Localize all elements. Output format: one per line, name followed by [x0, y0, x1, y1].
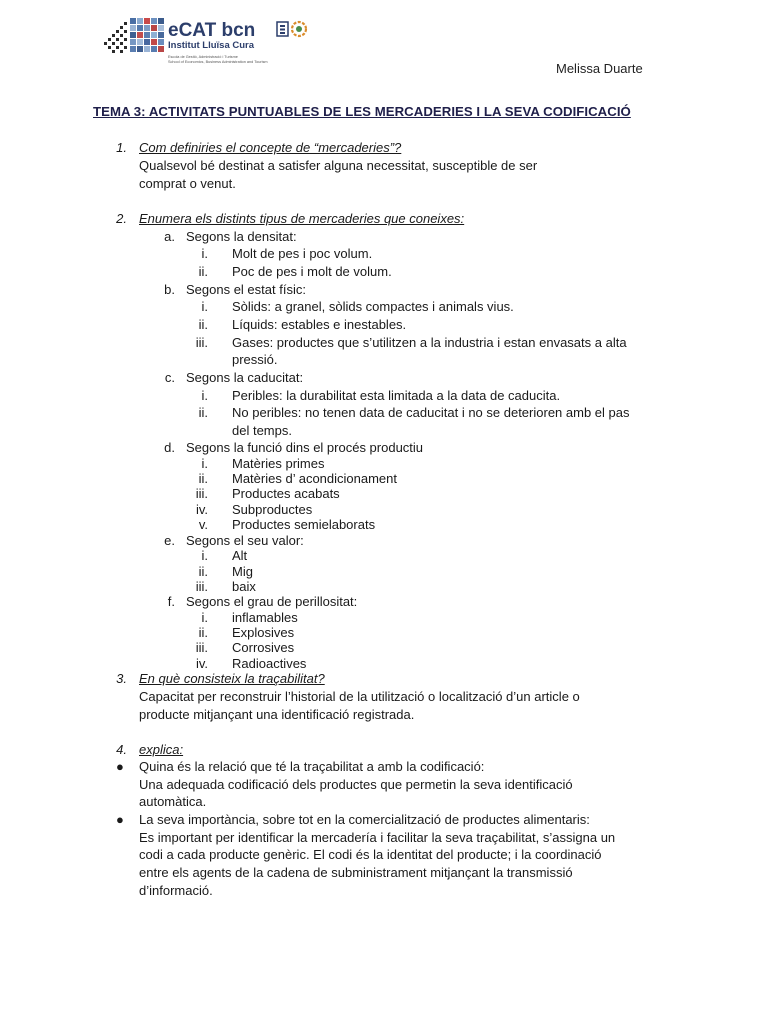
list-item: Explosives — [232, 625, 295, 640]
roman-numeral: ii. — [198, 564, 208, 579]
bullet-text: La seva importància, sobre tot en la comercialització de productes alimentaris: — [139, 812, 590, 827]
list-item: No peribles: no tenen data de caducitat i no se deterioren amb el pas — [232, 405, 630, 420]
roman-numeral: iii. — [195, 486, 208, 501]
logo-main-text: eCAT bcn — [168, 20, 256, 41]
question-2: Enumera els distints tipus de mercaderies que coneixes: — [139, 211, 465, 226]
roman-numeral: i. — [201, 610, 208, 625]
list-letter: d. — [164, 440, 175, 455]
roman-numeral: iv. — [195, 656, 208, 671]
roman-numeral: i. — [201, 388, 208, 403]
list-item: Molt de pes i poc volum. — [232, 246, 373, 261]
answer-1-line: Qualsevol bé destinat a satisfer alguna necessitat, susceptible de ser — [139, 158, 538, 173]
list-item: Matèries d’ acondicionament — [232, 471, 397, 486]
answer-3-line: Capacitat per reconstruir l’historial de la utilització o localització d’un article o — [139, 689, 580, 704]
question-number: 2. — [116, 211, 127, 226]
logo-fine-text-1: Escola de Gestió, Administració i Turisme — [168, 55, 238, 59]
answer-1-line: comprat o venut. — [139, 176, 236, 191]
bullet-text: codi a cada producte genèric. El codi és la identitat del producte; i la coordinació — [139, 847, 602, 862]
roman-numeral: i. — [201, 456, 208, 471]
list-item: Peribles: la durabilitat esta limitada a la data de caducita. — [232, 388, 561, 403]
roman-numeral: v. — [198, 517, 208, 532]
author-name: Melissa Duarte — [556, 61, 643, 76]
bullet-text: entre els agents de la cadena de subministrament mitjançant la transmissió — [139, 865, 573, 880]
list-item-continuation: pressió. — [232, 352, 278, 367]
roman-numeral: ii. — [198, 471, 208, 486]
list-item-continuation: del temps. — [232, 423, 292, 438]
bullet-icon: ● — [116, 759, 124, 774]
bullet-text: automàtica. — [139, 794, 207, 809]
roman-numeral: ii. — [198, 317, 208, 332]
list-item: Líquids: estables e inestables. — [232, 317, 407, 332]
question-number: 4. — [116, 742, 127, 757]
list-item: Sòlids: a granel, sòlids compactes i animals vius. — [232, 299, 514, 314]
roman-numeral: ii. — [198, 625, 208, 640]
roman-numeral: i. — [201, 548, 208, 563]
category-label: Segons la caducitat: — [186, 370, 304, 385]
list-item: Corrosives — [232, 640, 295, 655]
roman-numeral: ii. — [198, 264, 208, 279]
list-item: Productes semielaborats — [232, 517, 376, 532]
question-number: 1. — [116, 140, 127, 155]
category-label: Segons la funció dins el procés productiu — [186, 440, 424, 455]
roman-numeral: iii. — [195, 335, 208, 350]
document-title: TEMA 3: ACTIVITATS PUNTUABLES DE LES MERCADERIES I LA SEVA CODIFICACIÓ — [93, 104, 631, 119]
list-letter: f. — [167, 594, 175, 609]
bullet-text: d’informació. — [139, 883, 213, 898]
school-logo — [104, 14, 310, 72]
category-label: Segons el estat físic: — [186, 282, 306, 297]
list-item: Poc de pes i molt de volum. — [232, 264, 392, 279]
list-item: Productes acabats — [232, 486, 340, 501]
list-item: Matèries primes — [232, 456, 325, 471]
logo-sub-text: Institut Lluïsa Cura — [168, 40, 255, 51]
category-label: Segons la densitat: — [186, 229, 297, 244]
logo-fine-text-2: School of Economics, Business Administration and Tourism — [168, 60, 268, 64]
roman-numeral: ii. — [198, 405, 208, 420]
answer-3-line: producte mitjançant una identificació registrada. — [139, 707, 415, 722]
bullet-text: Es important per identificar la mercadería i facilitar la seva traçabilitat, s’assigna un — [139, 830, 616, 845]
list-letter: e. — [164, 533, 175, 548]
list-item: Subproductes — [232, 502, 313, 517]
list-letter: c. — [164, 370, 175, 385]
category-label: Segons el grau de perillositat: — [186, 594, 358, 609]
list-item: inflamables — [232, 610, 298, 625]
list-item: Alt — [232, 548, 248, 563]
list-letter: b. — [164, 282, 175, 297]
list-item: Radioactives — [232, 656, 307, 671]
bullet-text: Quina és la relació que té la traçabilitat a amb la codificació: — [139, 759, 485, 774]
list-item: Mig — [232, 564, 253, 579]
question-number: 3. — [116, 671, 127, 686]
question-3: En què consisteix la traçabilitat? — [139, 671, 325, 686]
roman-numeral: iii. — [195, 640, 208, 655]
roman-numeral: iii. — [195, 579, 208, 594]
list-item: Gases: productes que s’utilitzen a la industria i estan envasats a alta — [232, 335, 627, 350]
bullet-text: Una adequada codificació dels productes que permetin la seva identificació — [139, 777, 573, 792]
list-letter: a. — [164, 229, 175, 244]
roman-numeral: i. — [201, 246, 208, 261]
list-item: baix — [232, 579, 256, 594]
roman-numeral: iv. — [195, 502, 208, 517]
question-4: explica: — [139, 742, 184, 757]
question-1: Com definiries el concepte de “mercaderies”? — [139, 140, 402, 155]
bullet-icon: ● — [116, 812, 124, 827]
category-label: Segons el seu valor: — [186, 533, 304, 548]
roman-numeral: i. — [201, 299, 208, 314]
